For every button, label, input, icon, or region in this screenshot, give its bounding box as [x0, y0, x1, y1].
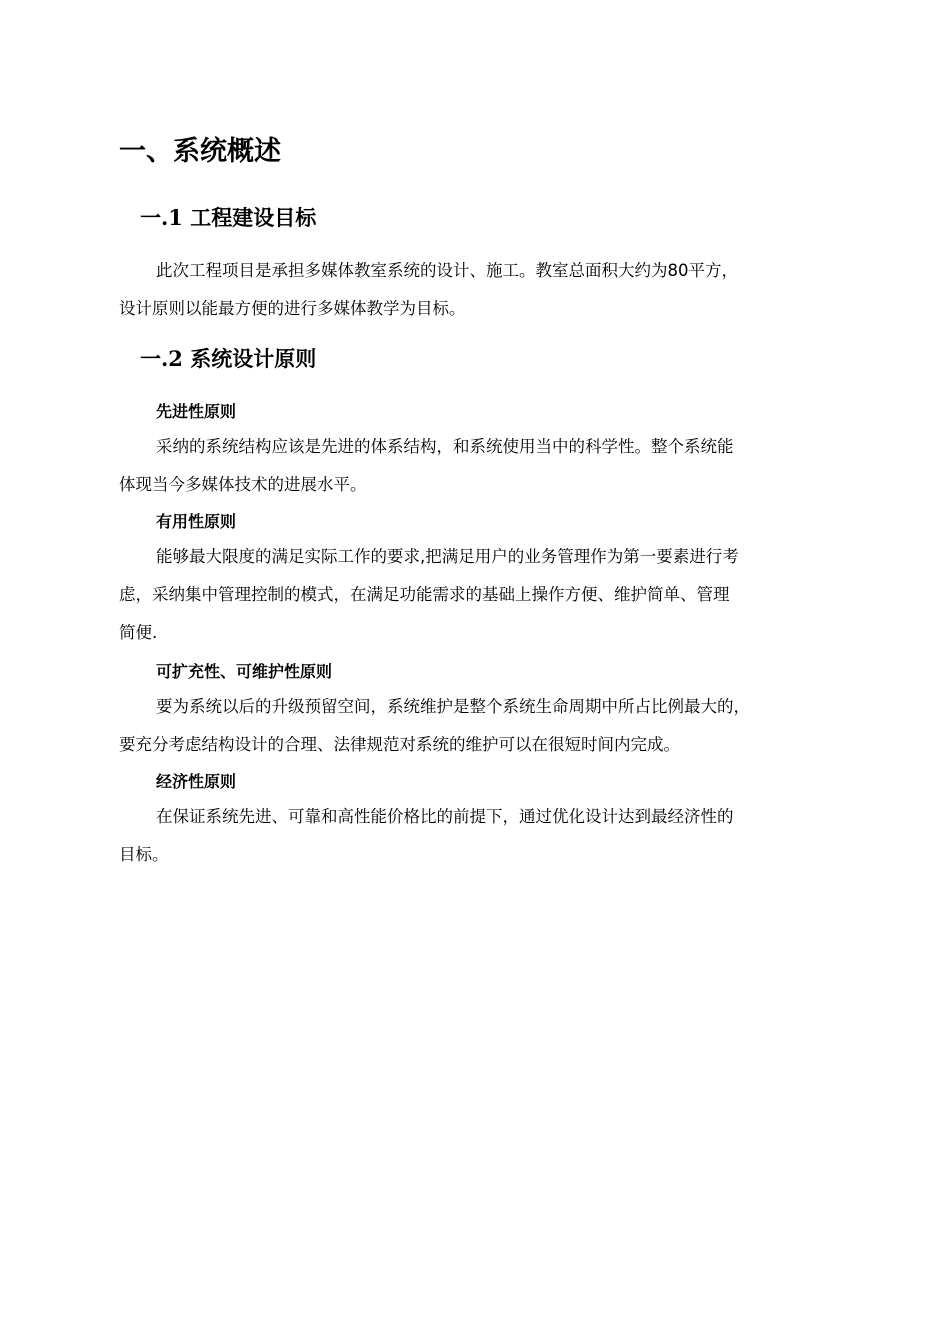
section-number: 一.1 [140, 205, 183, 230]
paragraph-line: 采纳的系统结构应该是先进的体系结构，和系统使用当中的科学性。整个系统能 [156, 437, 734, 456]
paragraph-line: 在保证系统先进、可靠和高性能价格比的前提下，通过优化设计达到最经济性的 [156, 807, 734, 826]
section-title: 系统设计原则 [190, 347, 317, 371]
paragraph-line: 此次工程项目是承担多媒体教室系统的设计、施工。教室总面积大约为80平方， [156, 261, 738, 280]
paragraph-line: 要为系统以后的升级预留空间，系统维护是整个系统生命周期中所占比例最大的， [156, 697, 750, 716]
paragraph-line: 简便. [119, 623, 158, 642]
principle-body-economy [119, 798, 831, 874]
paragraph-line: 能够最大限度的满足实际工作的要求,把满足用户的业务管理作为第一要素进行考 [156, 547, 739, 566]
paragraph-goals [119, 252, 831, 328]
principle-title-economy: 经济性原则 [156, 772, 237, 791]
principle-title-usefulness: 有用性原则 [156, 512, 237, 531]
principle-body-extensibility [119, 688, 831, 764]
principle-title-extensibility: 可扩充性、可维护性原则 [156, 662, 333, 681]
paragraph-line: 目标。 [119, 845, 169, 864]
paragraph-line: 设计原则以能最方便的进行多媒体教学为目标。 [119, 299, 466, 318]
principle-body-usefulness [119, 538, 831, 652]
paragraph-line: 虑，采纳集中管理控制的模式，在满足功能需求的基础上操作方便、维护简单、管理 [119, 585, 730, 604]
chapter-heading: 一、系统概述 [119, 136, 281, 167]
principle-title-advanced: 先进性原则 [156, 402, 237, 421]
principle-body-advanced [119, 428, 831, 504]
paragraph-line: 要充分考虑结构设计的合理、法律规范对系统的维护可以在很短时间内完成。 [119, 735, 680, 754]
section-heading-goals [140, 202, 316, 234]
section-number: 一.2 [140, 346, 183, 371]
section-heading-principles [140, 343, 316, 375]
section-title: 工程建设目标 [190, 206, 317, 230]
paragraph-line: 体现当今多媒体技术的进展水平。 [119, 475, 367, 494]
